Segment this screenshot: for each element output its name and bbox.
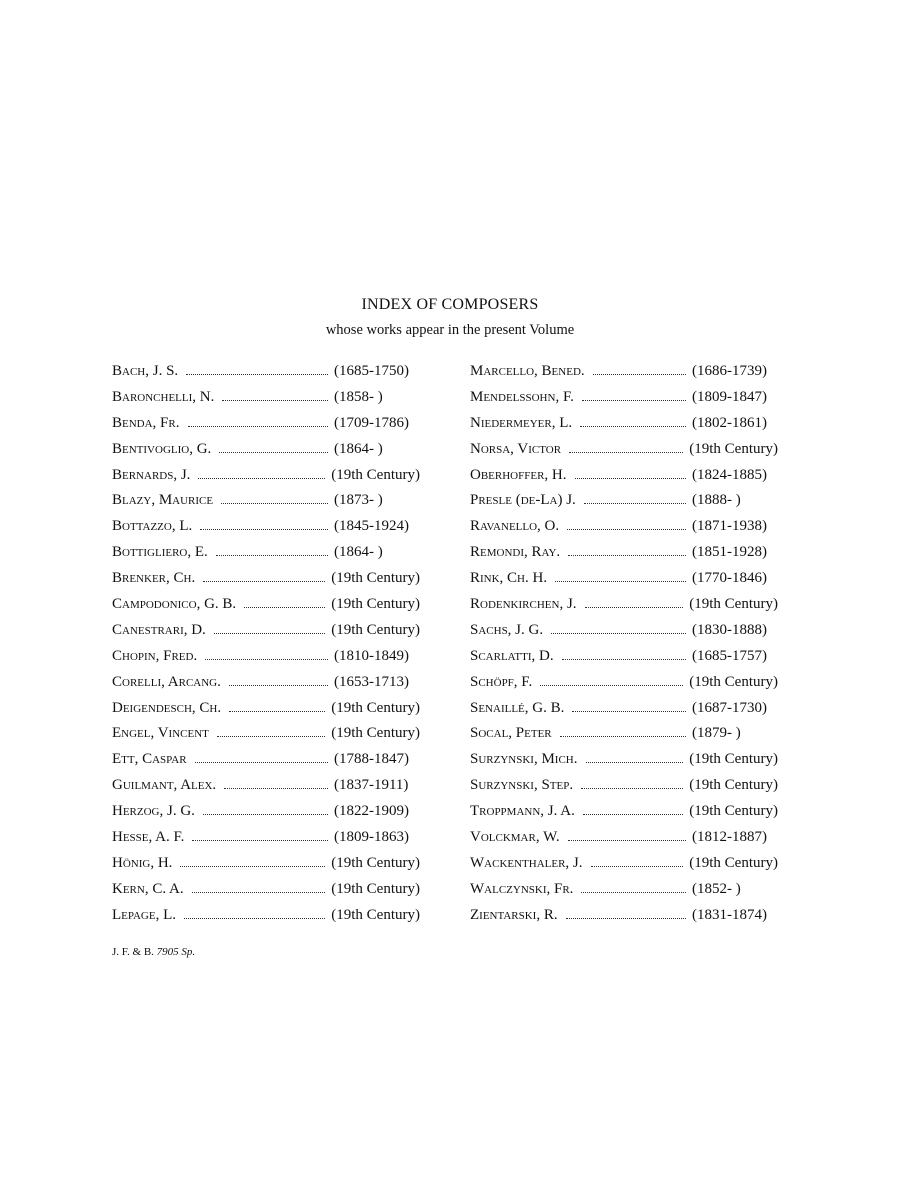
composer-entry [470,389,778,415]
dot-leader [572,711,686,712]
composer-dates: (19th Century) [689,596,778,613]
composer-entry [112,803,420,829]
composer-name: Bentivoglio, G. [112,440,212,457]
composer-dates: (1871-1938) [692,518,767,535]
composer-dates: (19th Century) [689,440,778,457]
composer-dates: (19th Century) [689,777,778,794]
composer-dates: (1824-1885) [692,466,767,483]
composer-name: Zientarski, R. [470,906,558,923]
composer-dates: (1653-1713) [334,673,409,690]
composer-dates: (19th Century) [331,906,420,923]
composer-name: Brenker, Ch. [112,570,196,587]
composer-entry [112,415,420,441]
composer-name: Norsa, Victor [470,440,562,457]
composer-dates: (1888- ) [692,492,741,509]
composer-list-right [470,363,778,933]
composer-name: Socal, Peter [470,725,552,742]
composer-name: Engel, Vincent [112,725,209,742]
composer-entry [112,622,420,648]
composer-dates: (1788-1847) [334,751,409,768]
plate-number [112,946,195,958]
composer-entry [112,596,420,622]
dot-leader [593,374,686,375]
composer-name: Hesse, A. F. [112,829,185,846]
dot-leader [200,529,328,530]
composer-name: Bottigliero, E. [112,544,208,561]
dot-leader [203,581,325,582]
composer-name: Volckmar, W. [470,829,560,846]
composer-name: Ett, Caspar [112,751,187,768]
dot-leader [566,918,686,919]
composer-dates: (1864- ) [334,440,383,457]
composer-entry [470,518,778,544]
composer-name: Campodonico, G. B. [112,596,237,613]
composer-name: Kern, C. A. [112,880,184,897]
dot-leader [217,736,325,737]
composer-name: Canestrari, D. [112,621,206,638]
composer-entry [470,907,778,933]
composer-dates: (1851-1928) [692,544,767,561]
composer-dates: (19th Century) [331,466,420,483]
composer-entry [112,648,420,674]
composer-name: Hönig, H. [112,854,173,871]
composer-entry [112,389,420,415]
dot-leader [229,711,325,712]
composer-entry [470,441,778,467]
composer-name: Corelli, Arcang. [112,673,221,690]
composer-dates: (19th Century) [331,699,420,716]
composer-name: Sachs, J. G. [470,621,544,638]
composer-entry [470,596,778,622]
composer-entry [470,725,778,751]
composer-name: Niedermeyer, L. [470,414,573,431]
composer-dates: (19th Century) [331,725,420,742]
dot-leader [585,607,684,608]
dot-leader [575,478,687,479]
dot-leader [581,788,683,789]
composer-dates: (19th Century) [331,570,420,587]
dot-leader [184,918,325,919]
composer-entry [470,544,778,570]
composer-name: Lepage, L. [112,906,177,923]
composer-dates: (1687-1730) [692,699,767,716]
composer-entry [112,751,420,777]
composer-dates: (1858- ) [334,388,383,405]
index-title: INDEX OF COMPOSERS [361,296,539,313]
composer-entry [470,467,778,493]
dot-leader [180,866,325,867]
composer-entry [112,441,420,467]
composer-dates: (19th Century) [331,621,420,638]
plate-code: 7905 Sp. [156,946,196,958]
composer-entry [112,674,420,700]
composer-dates: (1822-1909) [334,803,409,820]
composer-name: Bottazzo, L. [112,518,193,535]
composer-dates: (19th Century) [689,803,778,820]
composer-dates: (1686-1739) [692,363,767,379]
composer-entry [112,570,420,596]
composer-dates: (19th Century) [331,854,420,871]
composer-entry [470,622,778,648]
composer-dates: (1831-1874) [692,906,767,923]
composer-name: Rodenkirchen, J. [470,596,577,613]
dot-leader [186,374,328,375]
composer-entry [112,700,420,726]
composer-name: Benda, Fr. [112,414,180,431]
composer-dates: (1802-1861) [692,414,767,431]
dot-leader [567,529,686,530]
composer-dates: (1809-1847) [692,388,767,405]
composer-name: Wackenthaler, J. [470,854,583,871]
composer-name: Baronchelli, N. [112,388,215,405]
composer-dates: (19th Century) [689,854,778,871]
composer-name: Walczynski, Fr. [470,880,574,897]
composer-name: Bernards, J. [112,466,191,483]
composer-dates: (1709-1786) [334,414,409,431]
dot-leader [192,840,328,841]
index-subtitle: whose works appear in the present Volume [325,322,575,338]
composer-dates: (1812-1887) [692,829,767,846]
composer-entry [112,518,420,544]
composer-dates: (1830-1888) [692,621,767,638]
composer-entry [470,570,778,596]
composer-entry [112,544,420,570]
dot-leader [551,633,686,634]
composer-name: Marcello, Bened. [470,363,585,379]
composer-entry [470,751,778,777]
dot-leader [584,503,686,504]
composer-entry [470,881,778,907]
composer-entry [470,674,778,700]
composer-name: Oberhoffer, H. [470,466,567,483]
dot-leader [569,452,683,453]
dot-leader [244,607,325,608]
composer-name: Presle (de-La) J. [470,492,576,509]
composer-dates: (19th Century) [689,751,778,768]
composer-dates: (1873- ) [334,492,383,509]
dot-leader [198,478,325,479]
composer-name: Surzynski, Mich. [470,751,578,768]
composer-entry [470,829,778,855]
composer-name: Scarlatti, D. [470,647,554,664]
dot-leader [586,762,684,763]
dot-leader [540,685,683,686]
composer-dates: (19th Century) [331,880,420,897]
composer-name: Senaillé, G. B. [470,699,565,716]
dot-leader [222,400,328,401]
composer-dates: (1864- ) [334,544,383,561]
composer-entry [112,725,420,751]
dot-leader [205,659,328,660]
composer-dates: (1810-1849) [334,647,409,664]
composer-name: Rink, Ch. H. [470,570,548,587]
composer-entry [112,492,420,518]
dot-leader [203,814,328,815]
dot-leader [555,581,686,582]
publisher-mark: J. F. & B. [112,946,154,958]
composer-entry [470,492,778,518]
composer-name: Deigendesch, Ch. [112,699,222,716]
dot-leader [560,736,686,737]
composer-name: Blazy, Maurice [112,492,214,509]
composer-name: Chopin, Fred. [112,647,198,664]
dot-leader [195,762,328,763]
composer-name: Remondi, Ray. [470,544,561,561]
dot-leader [568,555,686,556]
dot-leader [188,426,329,427]
dot-leader [582,400,686,401]
composer-entry [112,777,420,803]
dot-leader [568,840,686,841]
dot-leader [583,814,683,815]
composer-name: Surzynski, Step. [470,777,574,794]
composer-entry [470,363,778,389]
composer-dates: (1837-1911) [334,777,409,794]
composer-name: Bach, J. S. [112,363,179,379]
composer-list-left [112,363,420,933]
dot-leader [224,788,328,789]
composer-entry [112,467,420,493]
composer-name: Herzog, J. G. [112,803,195,820]
dot-leader [216,555,328,556]
composer-name: Mendelssohn, F. [470,388,574,405]
dot-leader [221,503,328,504]
composer-entry [470,777,778,803]
composer-dates: (1845-1924) [334,518,409,535]
dot-leader [591,866,684,867]
composer-entry [112,907,420,933]
composer-dates: (1809-1863) [334,829,409,846]
composer-entry [470,803,778,829]
composer-entry [112,881,420,907]
composer-dates: (1770-1846) [692,570,767,587]
composer-dates: (1852- ) [692,880,741,897]
composer-name: Guilmant, Alex. [112,777,217,794]
composer-entry [112,363,420,389]
dot-leader [562,659,686,660]
composer-dates: (1685-1750) [334,363,409,379]
dot-leader [580,426,686,427]
composer-entry [470,700,778,726]
composer-entry [112,855,420,881]
dot-leader [192,892,326,893]
composer-name: Troppmann, J. A. [470,803,575,820]
composer-dates: (19th Century) [689,673,778,690]
composer-entry [112,829,420,855]
dot-leader [214,633,325,634]
dot-leader [581,892,686,893]
composer-dates: (19th Century) [331,596,420,613]
composer-dates: (1685-1757) [692,647,767,664]
composer-entry [470,648,778,674]
dot-leader [229,685,328,686]
composer-name: Schöpf, F. [470,673,533,690]
dot-leader [219,452,328,453]
composer-dates: (1879- ) [692,725,741,742]
composer-entry [470,415,778,441]
composer-entry [470,855,778,881]
composer-name: Ravanello, O. [470,518,560,535]
